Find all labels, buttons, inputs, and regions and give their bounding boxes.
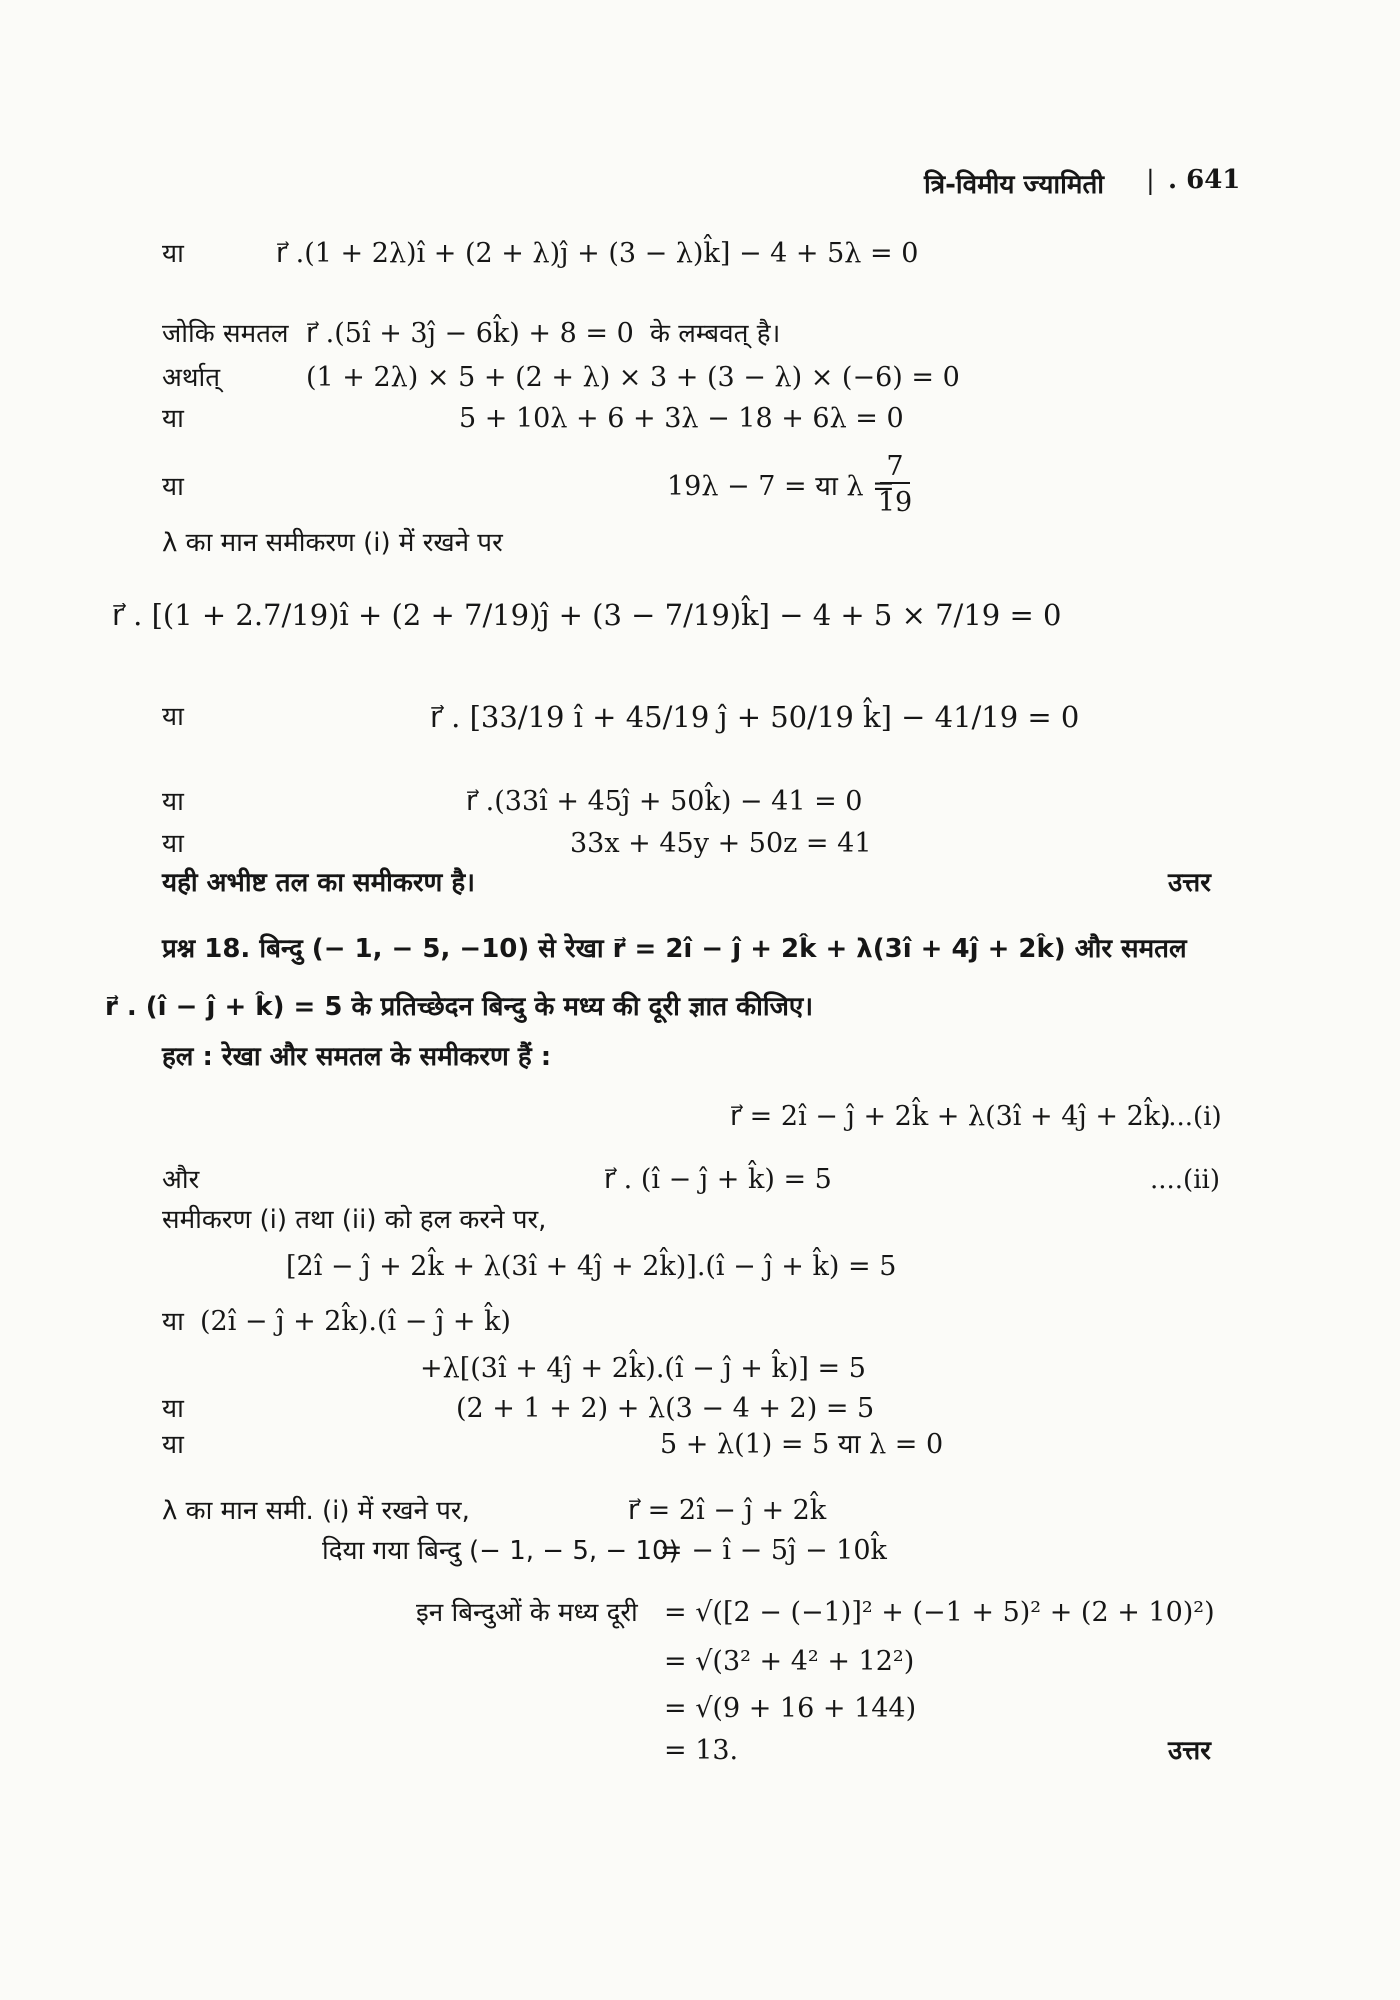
equation: r⃗ = 2î − ĵ + 2k̂ + λ(3î + 4ĵ + 2k̂) xyxy=(730,1101,1171,1132)
chapter-title: त्रि-विमीय ज्यामिती xyxy=(924,170,1105,200)
equation: = − î − 5ĵ − 10k̂ xyxy=(660,1535,887,1566)
equation: (2 + 1 + 2) + λ(3 − 4 + 2) = 5 xyxy=(456,1393,875,1424)
equation-tag: ....(i) xyxy=(1160,1102,1222,1132)
text-line: λ का मान समी. (i) में रखने पर, xyxy=(162,1496,470,1526)
solution-intro: हल : रेखा और समतल के समीकरण हैं : xyxy=(162,1042,552,1072)
line-label: जोकि समतल xyxy=(162,319,289,349)
equation: r⃗ . [(1 + 2.7/19)î + (2 + 7/19)ĵ + (3 − 7/19)k̂] − 4 + 5 × 7/19 = 0 xyxy=(112,598,1062,632)
line-label: या xyxy=(162,404,184,434)
fraction-denominator: 19 xyxy=(877,487,913,518)
fraction-numerator: 7 xyxy=(880,452,910,484)
equation-tag: ....(ii) xyxy=(1150,1165,1220,1195)
line-label: या xyxy=(162,472,184,502)
answer-mark: उत्तर xyxy=(1168,868,1211,898)
question-18-line-1: प्रश्न 18. बिन्दु (− 1, − 5, −10) से रेखा r⃗ = 2î − ĵ + 2k̂ + λ(3î + 4ĵ + 2k̂) और समतल xyxy=(162,934,1187,964)
line-label: या xyxy=(162,1394,184,1424)
equation: 5 + 10λ + 6 + 3λ − 18 + 6λ = 0 xyxy=(459,403,904,434)
equation: r⃗ .(5î + 3ĵ − 6k̂) + 8 = 0 xyxy=(306,318,634,349)
text-line: λ का मान समीकरण (i) में रखने पर xyxy=(162,528,503,558)
equation: = √([2 − (−1)]² + (−1 + 5)² + (2 + 10)²) xyxy=(664,1597,1215,1628)
line-label: अर्थात् xyxy=(162,363,221,393)
equation: = √(9 + 16 + 144) xyxy=(664,1693,917,1724)
text-line: यही अभीष्ट तल का समीकरण है। xyxy=(162,868,476,898)
equation: (1 + 2λ) × 5 + (2 + λ) × 3 + (3 − λ) × (−6) = 0 xyxy=(306,362,960,393)
line-label: या xyxy=(162,787,184,817)
equation: = 13. xyxy=(664,1735,739,1766)
line-label: या xyxy=(162,702,184,732)
equation: +λ[(3î + 4ĵ + 2k̂).(î − ĵ + k̂)] = 5 xyxy=(420,1353,866,1384)
equation: r⃗ . [33/19 î + 45/19 ĵ + 50/19 k̂] − 41/19 = 0 xyxy=(430,700,1080,734)
equation: 33x + 45y + 50z = 41 xyxy=(570,828,872,859)
equation: r⃗ . (î − ĵ + k̂) = 5 xyxy=(604,1164,832,1195)
line-label: या xyxy=(162,829,184,859)
line-label: या xyxy=(162,239,184,269)
equation: = √(3² + 4² + 12²) xyxy=(664,1646,915,1677)
equation: r⃗ = 2î − ĵ + 2k̂ xyxy=(628,1495,827,1526)
line-tail: के लम्बवत् है। xyxy=(650,319,781,349)
equation: [2î − ĵ + 2k̂ + λ(3î + 4ĵ + 2k̂)].(î − ĵ + k̂) = 5 xyxy=(286,1251,897,1282)
text-line: इन बिन्दुओं के मध्य दूरी xyxy=(416,1598,638,1628)
equation: (2î − ĵ + 2k̂).(î − ĵ + k̂) xyxy=(200,1306,511,1337)
question-18-line-2: r⃗ . (î − ĵ + k̂) = 5 के प्रतिच्छेदन बिन्दु के मध्य की दूरी ज्ञात कीजिए। xyxy=(105,992,814,1022)
equation: r⃗ .(1 + 2λ)î + (2 + λ)ĵ + (3 − λ)k̂] − 4 + 5λ = 0 xyxy=(276,238,919,269)
text-line: समीकरण (i) तथा (ii) को हल करने पर, xyxy=(162,1205,547,1235)
line-label: और xyxy=(162,1165,200,1195)
answer-mark: उत्तर xyxy=(1168,1736,1211,1766)
header-separator: | xyxy=(1146,166,1155,196)
line-label: या xyxy=(162,1307,184,1337)
text-line: दिया गया बिन्दु (− 1, − 5, − 10) xyxy=(322,1536,679,1566)
page-number: . 641 xyxy=(1168,165,1241,195)
equation: 5 + λ(1) = 5 या λ = 0 xyxy=(660,1429,944,1460)
equation: r⃗ .(33î + 45ĵ + 50k̂) − 41 = 0 xyxy=(466,786,863,817)
line-label: या xyxy=(162,1430,184,1460)
equation: 19λ − 7 = या λ = xyxy=(667,471,895,502)
